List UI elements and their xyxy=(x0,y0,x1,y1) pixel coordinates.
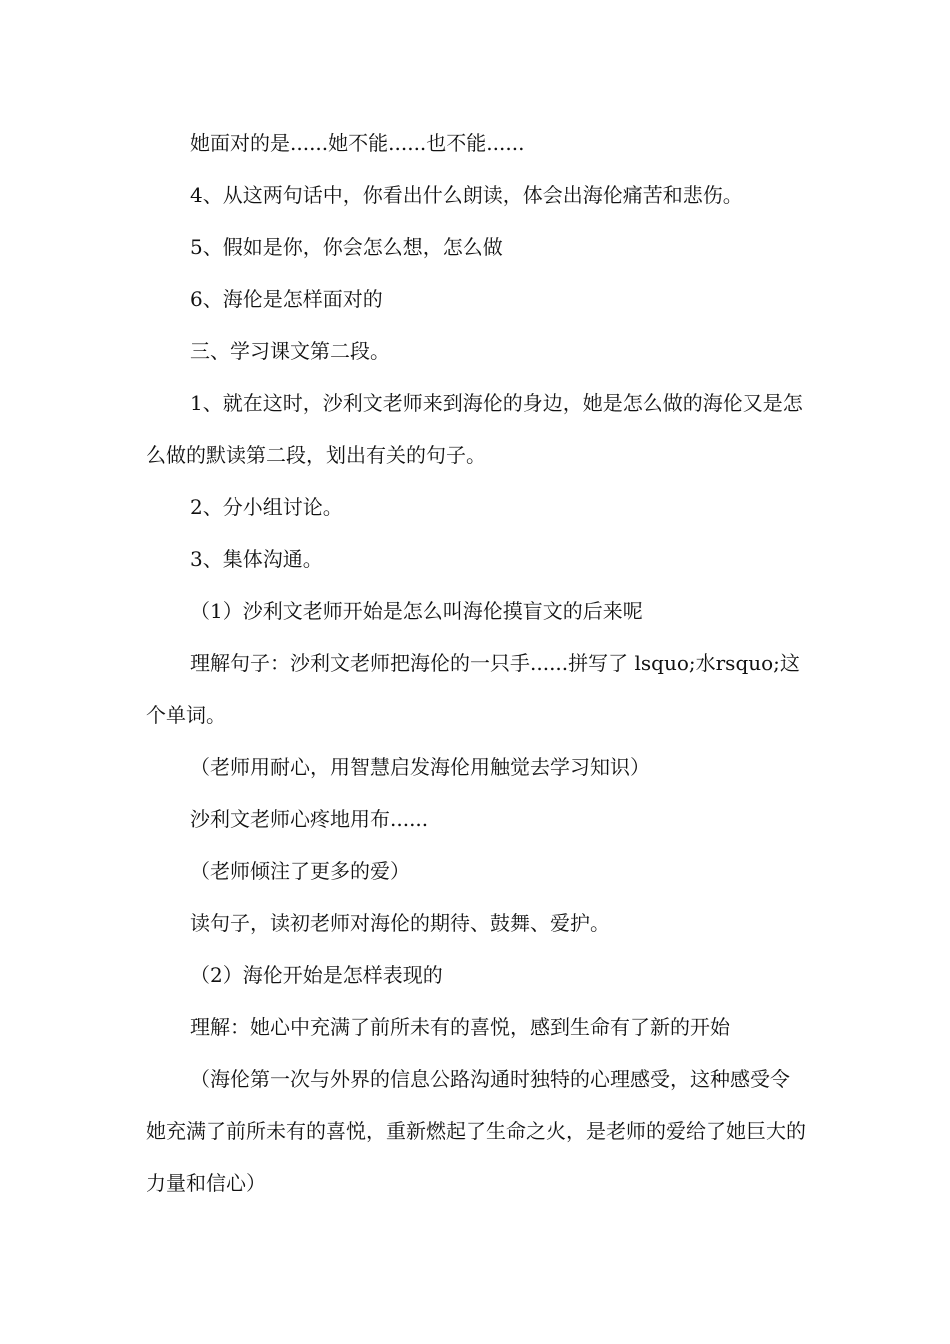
paragraph: 她面对的是......她不能......也不能...... xyxy=(190,131,525,155)
paragraph: 5、假如是你，你会怎么想，怎么做 xyxy=(190,235,503,259)
document-body xyxy=(146,117,806,1209)
paragraph: 3、集体沟通。 xyxy=(190,547,323,571)
paragraph: 1、就在这时，沙利文老师来到海伦的身边，她是怎么做的海伦又是怎么做的默读第二段，划出有关的句子。 xyxy=(146,391,803,467)
section-heading: 三、学习课文第二段。 xyxy=(190,339,390,363)
paragraph: 读句子，读初老师对海伦的期待、鼓舞、爱护。 xyxy=(190,911,610,935)
paragraph: 4、从这两句话中，你看出什么朗读，体会出海伦痛苦和悲伤。 xyxy=(190,183,743,207)
paragraph: （海伦第一次与外界的信息公路沟通时独特的心理感受，这种感受令她充满了前所未有的喜悦，重新燃起了生命之火，是老师的爱给了她巨大的力量和信心） xyxy=(146,1067,806,1195)
paragraph: 6、海伦是怎样面对的 xyxy=(190,287,383,311)
paragraph: （老师倾注了更多的爱） xyxy=(190,859,410,883)
paragraph: （1）沙利文老师开始是怎么叫海伦摸盲文的后来呢 xyxy=(190,599,643,623)
paragraph: 2、分小组讨论。 xyxy=(190,495,343,519)
paragraph: （2）海伦开始是怎样表现的 xyxy=(190,963,443,987)
paragraph: 理解：她心中充满了前所未有的喜悦，感到生命有了新的开始 xyxy=(190,1015,730,1039)
paragraph: （老师用耐心，用智慧启发海伦用触觉去学习知识） xyxy=(190,755,650,779)
paragraph: 理解句子：沙利文老师把海伦的一只手......拼写了 lsquo;水rsquo;这个单词。 xyxy=(146,651,800,727)
paragraph: 沙利文老师心疼地用布...... xyxy=(190,807,429,831)
